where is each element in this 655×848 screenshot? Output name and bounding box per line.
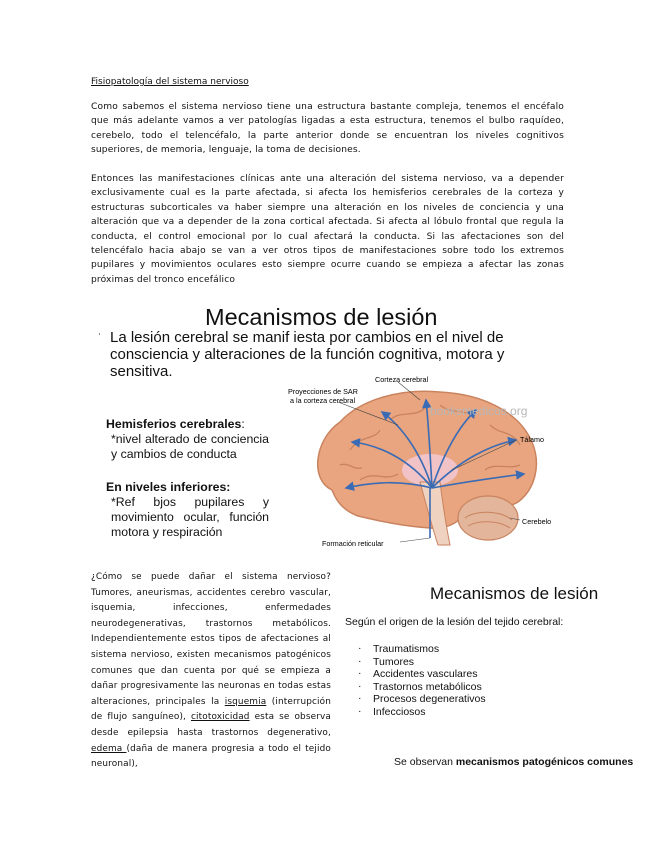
lesion-origin-list bbox=[358, 643, 486, 719]
list-item: · Infecciosos bbox=[358, 706, 486, 719]
list-item: · Accidentes vasculares bbox=[358, 668, 486, 681]
slide1-bullet: · bbox=[98, 330, 101, 340]
hemispheres-body: *nivel alterado de conciencia y cambios de conducta bbox=[111, 432, 269, 461]
list-item: · Trastornos metabólicos bbox=[358, 681, 486, 694]
slide1-title: Mecanismos de lesión bbox=[205, 304, 438, 330]
list-item: · Procesos degenerativos bbox=[358, 693, 486, 706]
term-isquemia: isquemia bbox=[224, 696, 267, 707]
lower-levels-heading: En niveles inferiores: bbox=[106, 480, 231, 494]
list-item: · Traumatismos bbox=[358, 643, 486, 656]
list-item: · Tumores bbox=[358, 656, 486, 669]
document-title: Fisiopatología del sistema nervioso bbox=[91, 77, 249, 87]
term-edema: edema bbox=[91, 743, 127, 754]
watermark: booksmedicos.org bbox=[430, 404, 528, 418]
damage-column: ¿Cómo se puede dañar el sistema nervioso? Tumores, aneurismas, accidentes cerebro vascular, isquemia, infecciones, enfermedades neurodegenerativas, trastornos metabólicos. Independientemente estos tipos de afectaciones al sistema nervioso, existen mecanismos patogénicos comunes que dan cuenta por qué se empieza a dañar progresivamente las neuronas en todas estas alteraciones, principales la isquemia (interrupción de flujo sanguíneo), citotoxicidad esta se observa desde epilepsia hasta trastornos degenerativo, edema (daña de manera progresia a todo el tejido neuronal), bbox=[91, 572, 332, 770]
lower-levels-block bbox=[106, 480, 269, 540]
label-formacion: Formación reticular bbox=[322, 539, 384, 548]
label-sar-1: Proyecciones de SAR bbox=[288, 387, 358, 396]
term-citotoxicidad: citotoxicidad bbox=[190, 712, 250, 723]
label-talamo: Tálamo bbox=[520, 435, 544, 444]
slide2-footer: Se observan mecanismos patogénicos comunes bbox=[394, 756, 634, 768]
lower-levels-body: *Ref bjos pupilares y movimiento ocular, función motora y respiración bbox=[111, 495, 269, 539]
hemispheres-heading: Hemisferios cerebrales: bbox=[106, 417, 245, 431]
slide1-lead: La lesión cerebral se manif iesta por cambios en el nivel de consciencia y alteraciones de la función cognitiva, motora y sensitiva. bbox=[110, 329, 505, 380]
label-corteza: Corteza cerebral bbox=[375, 375, 429, 384]
slide2-subtitle: Según el origen de la lesión del tejido cerebral: bbox=[345, 616, 564, 628]
slide2-title: Mecanismos de lesión bbox=[430, 584, 599, 603]
label-sar-2: a la corteza cerebral bbox=[290, 396, 356, 405]
manifestations-paragraph: Entonces las manifestaciones clínicas ante una alteración del sistema nervioso, va a depender exclusivamente cual es la parte afectada, si afecta los hemisferios cerebrales de la corteza y estructuras subcorticales va haber siempre una alteración en los niveles de conciencia y una alteración que va a depender de la zona cortical afectada. Si afecta al lóbulo frontal que regula la conducta, el control emocional por lo cual afectará la conducta. Si las afectaciones son del telencéfalo hacia abajo se van a ver otros tipos de manifestaciones sobre todo los extremos pupilares y movimientos oculares esto siempre ocurre cuando se empieza a afectar las zonas próximas del tronco encefálico bbox=[91, 174, 564, 285]
hemispheres-block bbox=[106, 417, 269, 462]
intro-paragraph: Como sabemos el sistema nervioso tiene una estructura bastante compleja, tenemos el encéfalo que más adelante vamos a ver patologías ligadas a esta estructura, tenemos el bulbo raquídeo, cerebelo, todo el telencéfalo, la parte anterior donde se encuentran los niveles cognitivos superiores, de memoria, lenguaje, la toma de decisiones. bbox=[91, 102, 564, 156]
brain-figure bbox=[280, 370, 560, 560]
label-cerebelo: Cerebelo bbox=[522, 517, 552, 526]
